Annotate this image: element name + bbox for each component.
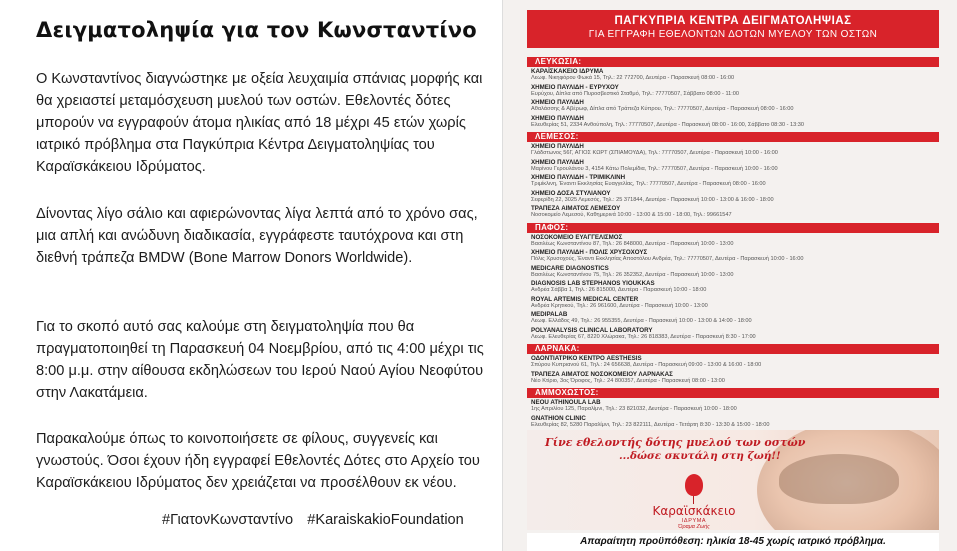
center-entry: [527, 248, 939, 264]
center-name: GNATHION CLINIC: [531, 414, 586, 422]
center-entry: [527, 326, 939, 342]
region-header: ΛΕΜΕΣΟΣ:: [527, 132, 939, 142]
center-address: Γλάδστωνος 56Γ, ΑΓΙΟΣ ΚΩΡΤ (ΣΠΙΑΜΟΥΔΑ), Τηλ.: 77770507, Δευτέρα - Παρασκευή 10:00 - 16:00: [531, 150, 778, 156]
center-entry: [527, 114, 939, 130]
center-name: ΧΗΜΕΙΟ ΠΑΥΛΙΔΗ: [531, 143, 584, 150]
center-address: Λεωφ. Ελευθερίας 67, 8220 Χλώρακα, Τηλ.: 26 818383, Δευτέρα - Παρασκευή 8:30 - 17:00: [531, 333, 756, 340]
poster-title: ΠΑΓΚΥΠΡΙΑ ΚΕΝΤΡΑ ΔΕΙΓΜΑΤΟΛΗΨΙΑΣ: [614, 15, 852, 27]
center-address: Τριμίκλινη, Έναντι Εκκλησίας Ευαγγελίας, Τηλ.: 77770507, Δευτέρα - Παρασκευή 08:00 - 16:00: [531, 181, 766, 187]
center-name: ΧΗΜΕΙΟ ΠΑΥΛΙΔΗ - ΠΟΛΙΣ ΧΡΥΣΟΧΟΥΣ: [531, 249, 648, 256]
poster: [502, 0, 957, 551]
karaiskakio-logo: [639, 474, 749, 530]
center-entry: [527, 279, 939, 295]
center-entry: [527, 142, 939, 158]
center-entry: [527, 98, 939, 114]
center-name: ΟΔΟΝΤΙΑΤΡΙΚΟ ΚΕΝΤΡΟ AESTHESIS: [531, 355, 642, 362]
paragraph-event: Για το σκοπό αυτό σας καλούμε στη δειγματοληψία που θα πραγματοποιηθεί τη Παρασκευή 04 Νοεμβρίου, από τις 4:00 μέχρι τις 8:00 μ.μ. στην αίθουσα εκδηλώσεων του Ιερού Ναού Αγίου Νεοφύτου στην Λακατάμεια.: [36, 319, 484, 401]
region-header: ΠΑΦΟΣ:: [527, 223, 939, 233]
center-address: Λεωφ. Ελλάδος 49, Τηλ.: 26 955355, Δευτέρα - Παρασκευή 10:00 - 13:00 & 14:00 - 18:00: [531, 318, 752, 324]
center-entry: [527, 398, 939, 414]
center-name: ROYAL ARTEMIS MEDICAL CENTER: [531, 295, 639, 303]
slogan-line-2: ...δώσε σκυτάλη στη ζωή!!: [619, 450, 781, 462]
center-address: Μαρίνου Γερουλάνου 3, 4154 Κάτω Πολεμίδια, Τηλ.: 77770507, Δευτέρα - Παρασκευή 10:00 - 16:00: [531, 165, 778, 172]
region-header: ΛΑΡΝΑΚΑ:: [527, 344, 939, 354]
center-entry: [527, 204, 939, 220]
center-entry: [527, 83, 939, 99]
paragraph-procedure: Δίνοντας λίγο σάλιο και αφιερώνοντας λίγα λεπτά από το χρόνο σας, μια απλή και ανώδυνη διαδικασία, εγγράφεστε ταυτόχρονα και στη διεθνή τράπεζα BMDW (Bone Marrow Donors Worldwide).: [36, 206, 478, 266]
center-address: Αθαλάσσης & Αβέρωφ, Δίπλα από Τράπεζα Κύπρου, Τηλ.: 77770507, Δευτέρα - Παρασκευή 08:00 - 16:00: [531, 106, 794, 112]
center-name: ΧΗΜΕΙΟ ΠΑΥΛΙΔΗ - ΕΥΡΥΧΟΥ: [531, 83, 619, 91]
slogan-line-1: Γίνε εθελοντής δότης μυελού των οστών: [545, 436, 806, 449]
center-name: NEOU ATHINOULA LAB: [531, 399, 601, 406]
center-list: [527, 54, 939, 429]
center-entry: [527, 233, 939, 249]
center-entry: [527, 414, 939, 430]
hashtags: [162, 512, 474, 528]
article-title: Δειγματοληψία για τον Κωνσταντίνο: [36, 18, 477, 42]
poster-header: [527, 10, 939, 48]
center-address: Σπύρου Κυπριανού 61, Τηλ.: 24 656638, Δευτέρα - Παρασκευή 09:00 - 13:00 & 16:00 - 18:00: [531, 362, 762, 368]
poster-banner: [527, 430, 939, 530]
logo-brand: Καραϊσκάκειο: [652, 504, 736, 518]
center-name: ΤΡΑΠΕΖΑ ΑΙΜΑΤΟΣ ΛΕΜΕΣΟΥ: [531, 205, 621, 212]
center-entry: [527, 173, 939, 189]
poster-subtitle: ΓΙΑ ΕΓΓΡΑΦΗ ΕΘΕΛΟΝΤΩΝ ΔΟΤΩΝ ΜΥΕΛΟΥ ΤΩΝ ΟΣΤΩΝ: [588, 29, 878, 40]
poster-footer-note: Απαραίτητη προϋπόθεση: ηλικία 18-45 χωρίς ιατρικό πρόβλημα.: [527, 533, 939, 551]
center-address: Βασιλέως Κωνσταντίνου 87, Τηλ.: 26 848000, Δευτέρα - Παρασκευή 10:00 - 13:00: [531, 240, 734, 247]
center-name: ΧΗΜΕΙΟ ΠΑΥΛΙΔΗ: [531, 158, 584, 166]
center-entry: [527, 67, 939, 83]
center-name: ΚΑΡΑΪΣΚΑΚΕΙΟ ΙΔΡΥΜΑ: [531, 68, 604, 75]
center-name: ΧΗΜΕΙΟ ΠΑΥΛΙΔΗ: [531, 99, 584, 106]
center-address: Σεφερίδη 22, 3025 Λεμεσός, Τηλ.: 25 371844, Δευτέρα - Παρασκευή 10:00 - 13:00 & 16:00 - 18:00: [531, 196, 774, 203]
center-entry: [527, 310, 939, 326]
center-entry: [527, 158, 939, 174]
center-name: DIAGNOSIS LAB STEPHANOS YIOUKKAS: [531, 280, 655, 287]
logo-motto: Όραμα Ζωής: [678, 524, 710, 530]
center-name: MEDICARE DIAGNOSTICS: [531, 264, 609, 272]
center-address: Βασιλέως Κωνσταντίνου 75, Τηλ.: 26 352352, Δευτέρα - Παρασκευή 10:00 - 13:00: [531, 271, 734, 278]
child-photo-hair: [779, 454, 899, 504]
center-entry: [527, 354, 939, 370]
center-entry: [527, 264, 939, 280]
center-name: MEDIPALAB: [531, 311, 568, 318]
center-address: Ελευθερίας 82, 5280 Παραλίμνι, Τηλ.: 23 822111, Δευτέρα - Τετάρτη 8:30 - 13:30 & 15:00 - 18:00: [531, 421, 770, 428]
paragraph-diagnosis: Ο Κωνσταντίνος διαγνώστηκε με οξεία λευχαιμία σπάνιας μορφής και θα χρειαστεί μεταμόσχευση μυελού των οστών. Εθελοντές δότες μπορούν να εγγραφούν άτομα ηλικίας από 18 μέχρι 45 ετών χωρίς ιατρικό πρόβλημα στα Παγκύπρια Κέντρα Δειγματοληψίας του Καραϊσκάκειου Ιδρύματος.: [36, 71, 483, 175]
center-name: ΧΗΜΕΙΟ ΠΑΥΛΙΔΗ: [531, 114, 584, 122]
region-header: ΛΕΥΚΩΣΙΑ:: [527, 57, 939, 67]
center-name: ΧΗΜΕΙΟ ΔΟΣΑ ΣΤΥΛΙΑΝΟΥ: [531, 189, 611, 197]
center-address: Ελευθερίας 51, 2334 Ανθούπολη, Τηλ.: 77770507, Δευτέρα - Παρασκευή 08:00 - 16:00, Σάββατο 08:30 - 13:30: [531, 121, 805, 128]
paragraph-share: Παρακαλούμε όπως το κοινοποιήσετε σε φίλους, συγγενείς και γνωστούς. Όσοι έχουν ήδη εγγραφεί Εθελοντές Δότες στο Αρχείο του Καραϊσκάκειου Ιδρύματος δεν χρειάζεται να προσέλθουν εκ νέου.: [36, 431, 480, 491]
center-address: Ανδρέα Κρητικού, Τηλ.: 26 961600, Δευτέρα - Παρασκευή 10:00 - 13:00: [531, 302, 708, 309]
center-address: 1ης Απριλίου 125, Παραλίμνι, Τηλ.: 23 821032, Δευτέρα - Παρασκευή 10:00 - 18:00: [531, 406, 737, 412]
region-header: ΑΜΜΟΧΩΣΤΟΣ:: [527, 388, 939, 398]
center-entry: [527, 370, 939, 386]
hashtag-konstantinos[interactable]: #ΓιατονΚωνσταντίνο: [162, 512, 294, 528]
center-address: Ευρύχου, Δίπλα από Πυροσβεστικό Σταθμό, Τηλ.: 77770507, Σάββατο 08:00 - 11:00: [531, 90, 740, 97]
logo-subtitle: ΙΔΡΥΜΑ: [681, 518, 707, 524]
center-address: Νέο Κτίριο, 3ος Όροφος, Τηλ.: 24 800357, Δευτέρα - Παρασκευή 08:00 - 13:00: [531, 377, 725, 384]
center-name: ΤΡΑΠΕΖΑ ΑΙΜΑΤΟΣ ΝΟΣΟΚΟΜΕΙΟΥ ΛΑΡΝΑΚΑΣ: [531, 370, 673, 378]
hashtag-foundation[interactable]: #KaraiskakioFoundation: [307, 512, 464, 528]
center-name: ΝΟΣΟΚΟΜΕΙΟ ΕΥΑΓΓΕΛΙΣΜΟΣ: [531, 233, 623, 241]
center-address: Νοσοκομείο Λεμεσού, Καθημερινά 10:00 - 13:00 & 15:00 - 18:00, Τηλ.: 99661547: [531, 212, 732, 218]
center-address: Ανδρέα Σάββα 1, Τηλ.: 26 815000, Δευτέρα - Παρασκευή 10:00 - 18:00: [531, 287, 707, 293]
center-entry: [527, 295, 939, 311]
center-address: Λεωφ. Νικηφόρου Φωκά 15, Τηλ.: 22 772700, Δευτέρα - Παρασκευή 08:00 - 16:00: [531, 75, 735, 81]
center-entry: [527, 189, 939, 205]
balloon-icon: [685, 474, 703, 496]
center-name: POLYANALYSIS CLINICAL LABORATORY: [531, 326, 653, 334]
center-address: Πόλις Χρυσοχούς, Έναντι Εκκλησίας Αποστόλου Ανδρέα, Τηλ.: 77770507, Δευτέρα - Παρασκευή 10:00 - 16:00: [531, 256, 804, 262]
center-name: ΧΗΜΕΙΟ ΠΑΥΛΙΔΗ - ΤΡΙΜΙΚΛΙΝΗ: [531, 174, 626, 181]
